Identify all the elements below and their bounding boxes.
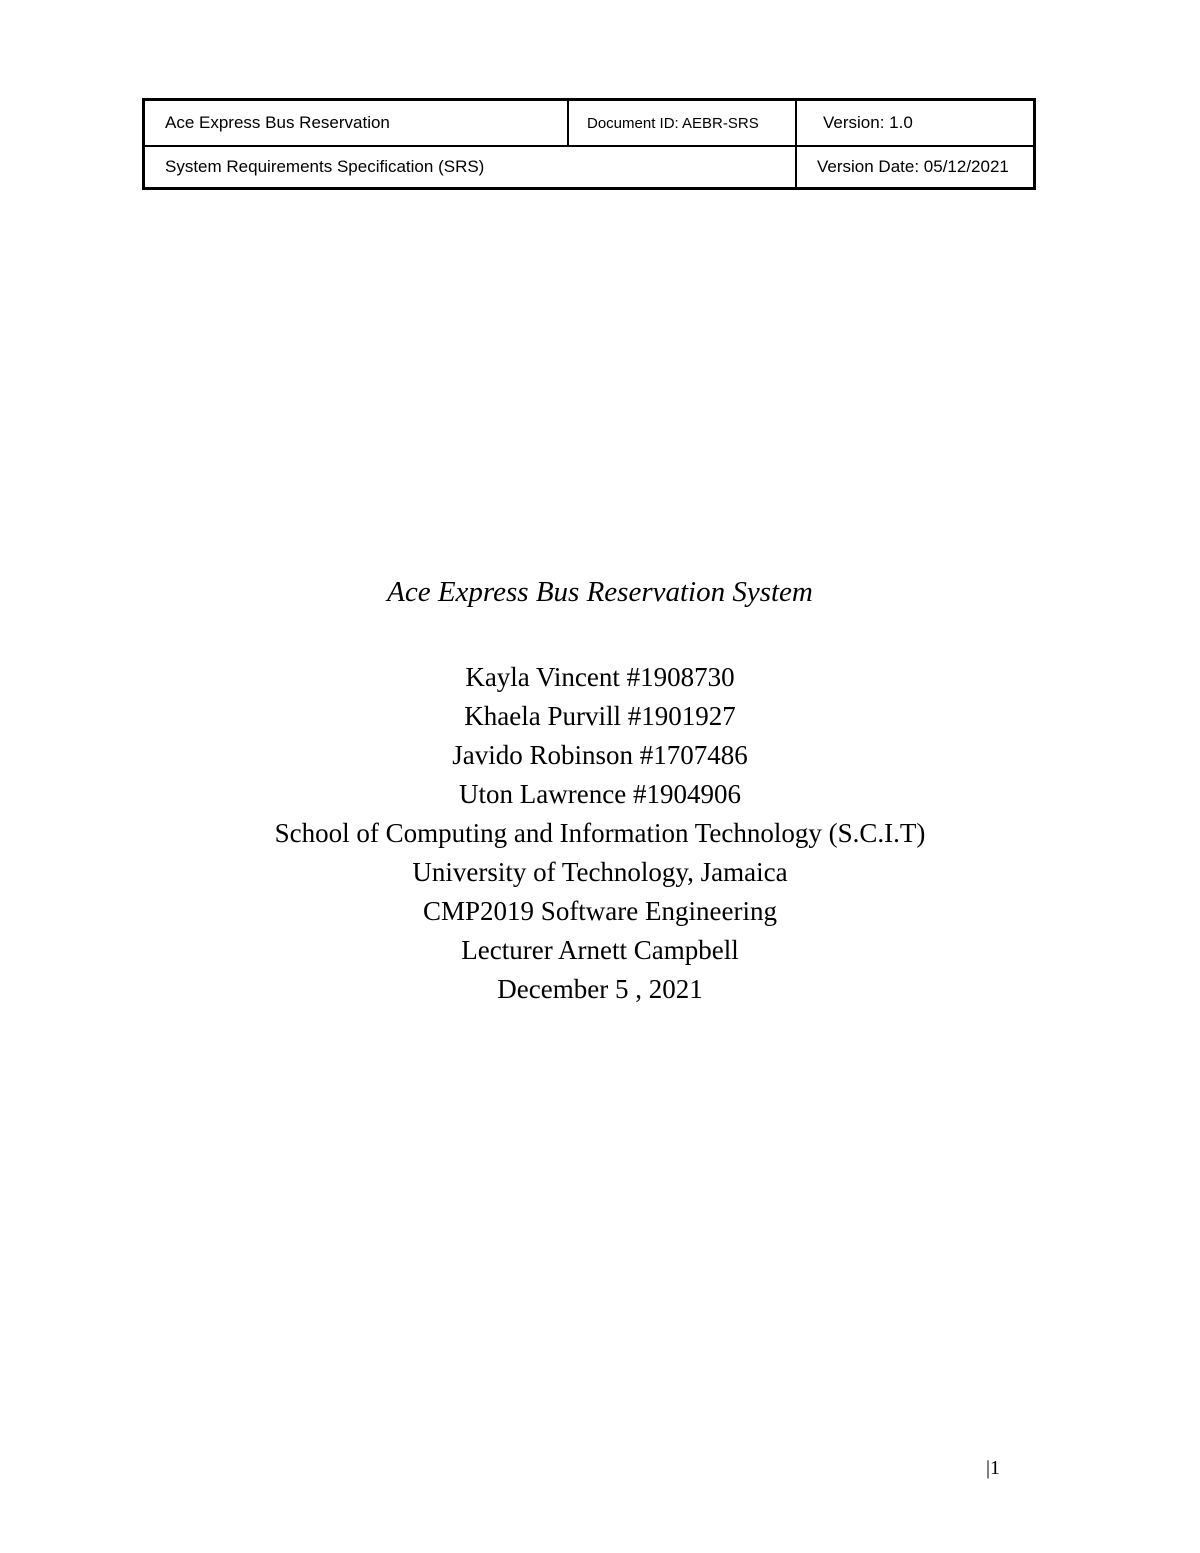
- school-line: School of Computing and Information Technology (S.C.I.T): [274, 818, 926, 848]
- author-line: Khaela Purvill #1901927: [464, 701, 736, 731]
- document-id-cell: Document ID: AEBR-SRS: [569, 101, 797, 145]
- version-date-cell: Version Date: 05/12/2021: [817, 157, 1009, 176]
- course-line: CMP2019 Software Engineering: [423, 896, 777, 926]
- system-name-cell: Ace Express Bus Reservation: [145, 101, 569, 145]
- document-title: Ace Express Bus Reservation System: [387, 576, 813, 608]
- lecturer-line: Lecturer Arnett Campbell: [461, 935, 739, 965]
- cover-details-list: [0, 658, 1200, 1009]
- university-line: University of Technology, Jamaica: [412, 857, 788, 887]
- document-type-cell: System Requirements Specification (SRS): [145, 147, 797, 187]
- document-header-table: [142, 98, 1036, 190]
- header-row-2: [145, 147, 1033, 187]
- date-line: December 5 , 2021: [497, 974, 703, 1004]
- author-line: Kayla Vincent #1908730: [465, 662, 735, 692]
- author-line: Uton Lawrence #1904906: [459, 779, 741, 809]
- header-row-1: [145, 101, 1033, 147]
- version-cell: Version: 1.0: [823, 113, 913, 132]
- page-number: |1: [986, 1457, 1001, 1479]
- author-line: Javido Robinson #1707486: [452, 740, 748, 770]
